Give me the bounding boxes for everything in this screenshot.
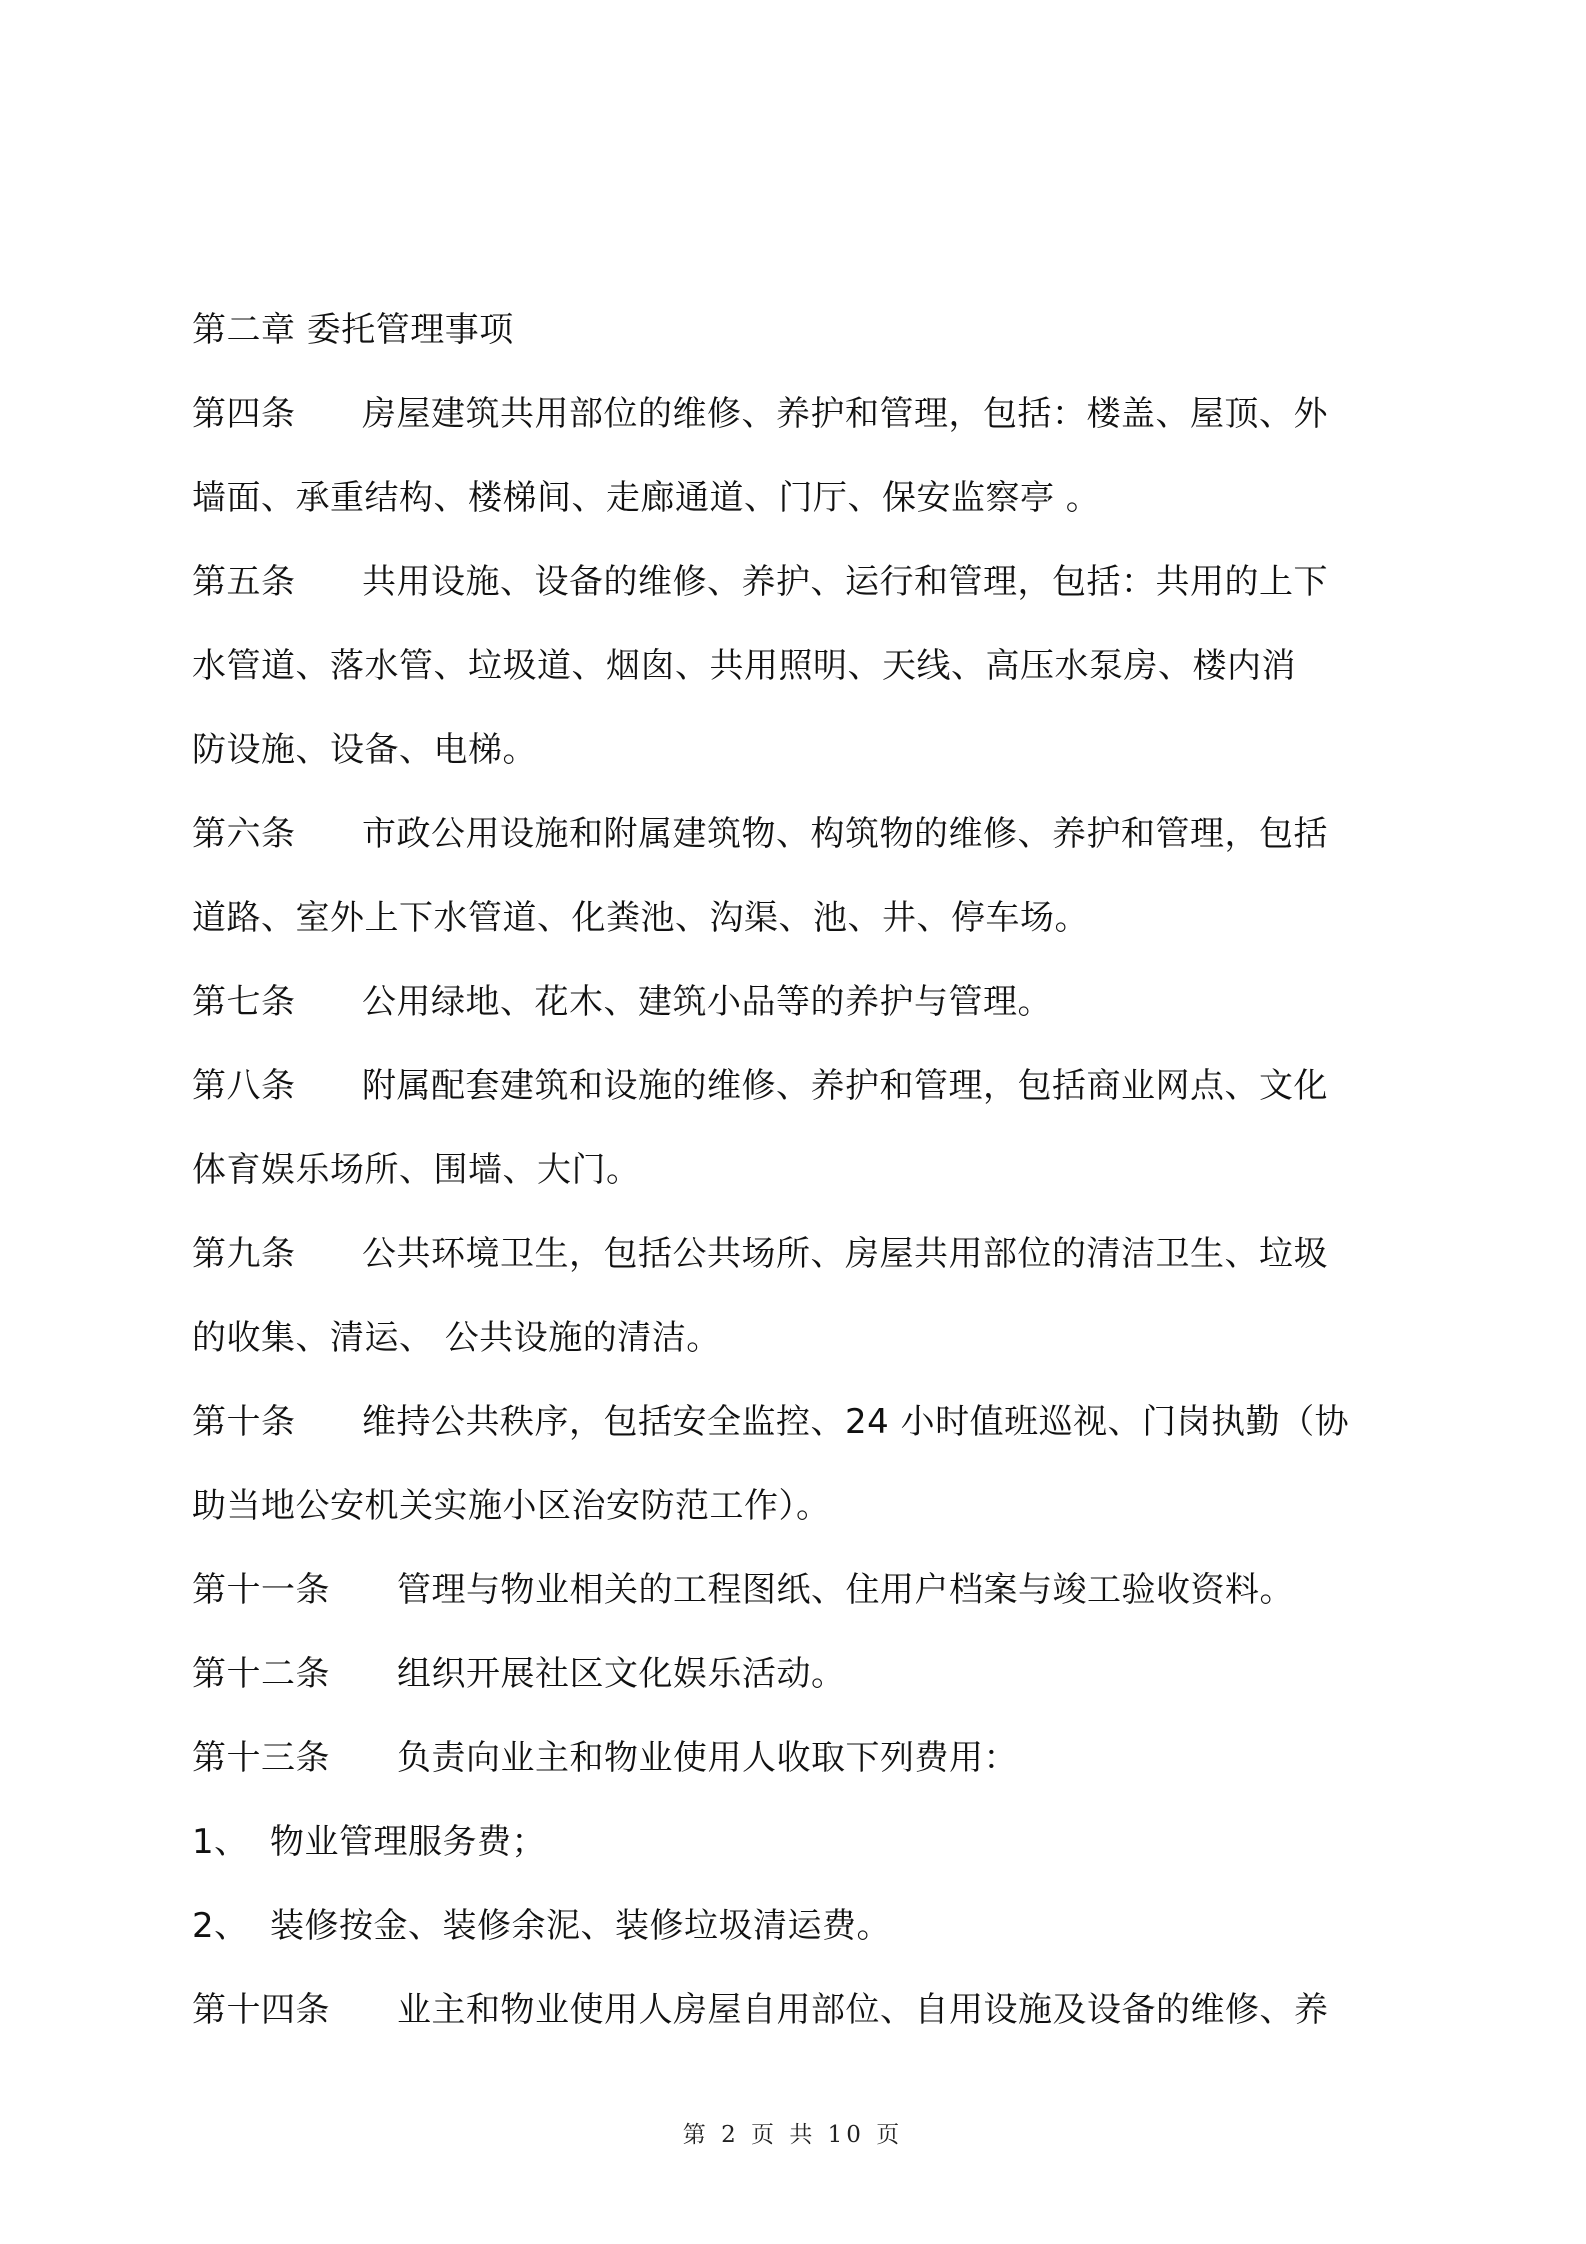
article-line (192, 960, 1410, 1044)
list-item (192, 1884, 1410, 1968)
article-text: 组织开展社区文化娱乐活动。 (397, 1654, 846, 1694)
article-text: 附属配套建筑和设施的维修、养护和管理，包括商业网点、文化 (362, 1066, 1328, 1106)
article-text: 业主和物业使用人房屋自用部位、自用设施及设备的维修、养 (397, 1990, 1329, 2030)
article-line (192, 372, 1410, 456)
article-text: 负责向业主和物业使用人收取下列费用： (397, 1738, 1018, 1778)
article-line: 体育娱乐场所、围墙、大门。 (192, 1150, 641, 1190)
article-line (192, 540, 1410, 624)
article-line (192, 1044, 1410, 1128)
article-number: 第六条 (192, 814, 296, 854)
article-number: 第九条 (192, 1234, 296, 1274)
article-line: 水管道、落水管、垃圾道、烟囱、共用照明、天线、高压水泵房、楼内消 (192, 646, 1296, 686)
article-number: 第八条 (192, 1066, 296, 1106)
article-text: 共用设施、设备的维修、养护、运行和管理，包括：共用的上下 (362, 562, 1328, 602)
article-number: 第十一条 (192, 1570, 330, 1610)
article-text: 维持公共秩序，包括安全监控、24 小时值班巡视、门岗执勤（协 (362, 1402, 1350, 1442)
page-footer: 第 2 页 共 10 页 (682, 2122, 904, 2148)
article-line: 防设施、设备、电梯。 (192, 730, 537, 770)
article-line (192, 1548, 1410, 1632)
list-number: 1、 (192, 1822, 249, 1862)
article-line (192, 1968, 1410, 2052)
article-number: 第四条 (192, 394, 296, 434)
article-text: 公共环境卫生，包括公共场所、房屋共用部位的清洁卫生、垃圾 (362, 1234, 1328, 1274)
article-line: 墙面、承重结构、楼梯间、走廊通道、门厅、保安监察亭 。 (192, 478, 1101, 518)
list-number: 2、 (192, 1906, 249, 1946)
article-number: 第十二条 (192, 1654, 330, 1694)
list-item (192, 1800, 1410, 1884)
article-line (192, 1632, 1410, 1716)
article-number: 第十条 (192, 1402, 296, 1442)
article-text: 公用绿地、花木、建筑小品等的养护与管理。 (362, 982, 1052, 1022)
article-number: 第十三条 (192, 1738, 330, 1778)
article-number: 第七条 (192, 982, 296, 1022)
article-number: 第五条 (192, 562, 296, 602)
article-number: 第十四条 (192, 1990, 330, 2030)
article-line (192, 1212, 1410, 1296)
article-text: 房屋建筑共用部位的维修、养护和管理，包括：楼盖、屋顶、外 (362, 394, 1328, 434)
list-text: 物业管理服务费； (270, 1822, 546, 1862)
article-line (192, 1380, 1410, 1464)
article-line: 助当地公安机关实施小区治安防范工作）。 (192, 1486, 831, 1526)
article-line (192, 1716, 1410, 1800)
document-body (192, 288, 1410, 2052)
article-text: 管理与物业相关的工程图纸、住用户档案与竣工验收资料。 (397, 1570, 1294, 1610)
list-text: 装修按金、装修余泥、装修垃圾清运费。 (270, 1906, 891, 1946)
article-text: 市政公用设施和附属建筑物、构筑物的维修、养护和管理，包括 (362, 814, 1328, 854)
article-line (192, 792, 1410, 876)
chapter-title: 第二章 委托管理事项 (192, 310, 514, 350)
article-line: 道路、室外上下水管道、化粪池、沟渠、池、井、停车场。 (192, 898, 1089, 938)
article-line: 的收集、清运、 公共设施的清洁。 (192, 1318, 721, 1358)
